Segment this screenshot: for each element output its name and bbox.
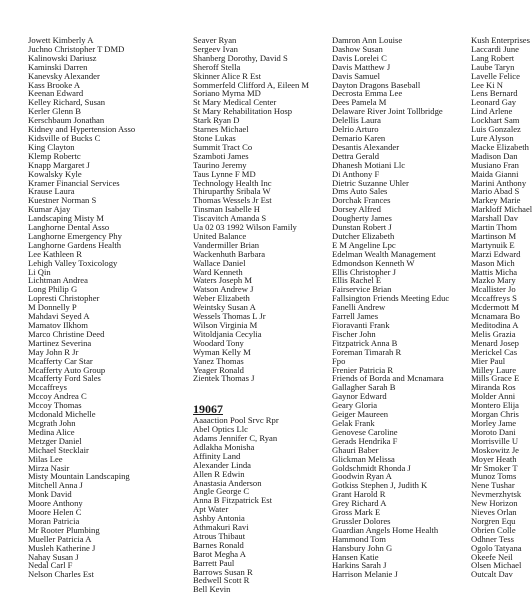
listing-entry: Lang Robert — [471, 52, 515, 63]
listing-entry: Athmakuri Ravi — [193, 522, 249, 533]
listing-entry: Dms Auto Sales — [332, 186, 388, 197]
listing-entry: Dorsey Alfred — [332, 204, 381, 215]
listing-entry: Affinity Land — [193, 450, 241, 461]
listing-entry: Langhorne Dental Asso — [28, 222, 110, 233]
listing-entry: Nahay Susan J — [28, 551, 79, 562]
listing-entry: Mueller Patricia A — [28, 533, 92, 544]
listing-entry: Soriano Myrna MD — [193, 88, 261, 99]
listing-entry: Montero Elija — [471, 400, 519, 411]
listing-entry: Obrien Colle — [471, 524, 516, 535]
listing-entry: Menard Josep — [471, 337, 519, 348]
listing-entry: Mr Rooter Plumbing — [28, 524, 100, 535]
listing-entry: Dutcher Elizabeth — [332, 230, 395, 241]
listing-entry: Bedwell Scott R — [193, 575, 250, 586]
listing-entry: Melis Grazia — [471, 328, 516, 339]
listing-entry: United Balance — [193, 230, 247, 241]
listing-entry: Moore Anthony — [28, 498, 83, 509]
listing-entry: Milas Lee — [28, 453, 63, 464]
listing-entry: Lockhart Sam — [471, 115, 520, 126]
listing-entry: Mier Paul — [471, 355, 506, 366]
listing-entry: Harrison Melanie J — [332, 569, 398, 580]
listing-entry: Tiscavitch Amanda S — [193, 213, 267, 224]
listing-entry: Weintsky Susan A — [193, 302, 256, 313]
listing-entry: Martynuik E — [471, 239, 515, 250]
listing-entry: Klemp Robertc — [28, 150, 81, 161]
listing-entry: Hammond Tom — [332, 533, 386, 544]
listing-entry: Atrous Thibaut — [193, 530, 246, 541]
listing-entry: Moyer Heath — [471, 453, 517, 464]
listing-entry: Vandermiller Brian — [193, 239, 260, 250]
listing-entry: Weber Elizabeth — [193, 293, 250, 304]
listing-entry: Dayton Dragons Baseball — [332, 79, 421, 90]
listing-entry — [193, 392, 325, 401]
listing-entry: M Donnelly P — [28, 302, 77, 313]
listing-entry: Dashow Susan — [332, 43, 383, 54]
listing-entry: Yanez Thomas — [193, 355, 244, 366]
listing-entry: Ghauri Baber — [332, 444, 379, 455]
listing-entry: Mcafferty Auto Group — [28, 364, 106, 375]
listing-entry: Ellis Rachel E — [332, 275, 382, 286]
listing-entry: Mcafferty Ford Sales — [28, 373, 101, 384]
listing-entry: Mcallister Jo — [471, 284, 516, 295]
listing-entry: Fanelli Andrew — [332, 302, 386, 313]
listing-entry: New Horizon — [471, 498, 518, 509]
listing-entry: Gelak Frank — [332, 417, 375, 428]
listing-entry: Medina Alice — [28, 426, 75, 437]
listing-entry: Szamboti James — [193, 150, 249, 161]
listing-entry: Seaver Ryan — [193, 35, 237, 45]
listing-entry: Apt Water — [193, 504, 229, 515]
listing-entry: Yeager Ronald — [193, 364, 244, 375]
listing-entry: Wallace Daniel — [193, 257, 246, 268]
listing-entry: Martinson M — [471, 230, 517, 241]
listing-entry: Hansbury John G — [332, 542, 393, 553]
listing-entry: Tinsman Isabelle H — [193, 204, 260, 215]
listing-entry: Dhanesh Motiani Llc — [332, 159, 406, 170]
listing-entry: Jowett Kimberly A — [28, 35, 94, 45]
listing-entry: Gotkiss Stephen J, Judith K — [332, 480, 428, 491]
listing-entry: Fallsington Friends Meeting Educ — [332, 293, 450, 304]
listing-entry: Madison Dan — [471, 150, 518, 161]
listing-entry: Mccoy Andrea C — [28, 391, 87, 402]
listing-entry: Michael Stecklair — [28, 444, 89, 455]
listing-entry: Marini Anthony — [471, 177, 527, 188]
listing-entry: Molder Anni — [471, 391, 516, 402]
listing-entry: Stone Lukas — [193, 132, 236, 143]
listing-entry: Leonard Gay — [471, 97, 517, 108]
listing-entry: Delrio Arturo — [332, 124, 379, 135]
listing-entry: Wyman Kelly M — [193, 346, 251, 357]
listing-entry: Thomas Wessels Jr Est — [193, 195, 272, 206]
listing-entry: Gaynor Edward — [332, 391, 387, 402]
listing-entry: Dougherty James — [332, 213, 392, 224]
listing-entry: Grant Harold R — [332, 489, 386, 500]
listing-entry: Landscaping Misty M — [28, 213, 104, 224]
listing-entry: Decrosta Emma Lee — [332, 88, 403, 99]
listing-entry: Kuestner Norman S — [28, 195, 97, 206]
listing-entry: Kush Enterprises — [471, 35, 530, 45]
listing-entry: St Mary Medical Center — [193, 97, 277, 108]
listing-entry: Markloff Michael — [471, 204, 532, 215]
listing-entry: Dettra Gerald — [332, 150, 380, 161]
listing-entry: Kowalsky Kyle — [28, 168, 82, 179]
listing-entry: Mitchell Anna J — [28, 480, 83, 491]
listing-entry: Munoz Toms — [471, 471, 517, 482]
listing-entry: Grussler Dolores — [332, 515, 391, 526]
listing-entry: Foreman Timarah R — [332, 346, 402, 357]
listing-entry: Alexander Linda — [193, 459, 251, 470]
listing-entry: Maida Gianni — [471, 168, 519, 179]
listing-entry: Sommerfeld Clifford A, Eileen M — [193, 79, 310, 90]
listing-entry: Kelley Richard, Susan — [28, 97, 106, 108]
listing-entry: Ogolo Tatyana — [471, 542, 522, 553]
listing-entry: Krause Laura — [28, 186, 75, 197]
listing-entry: Mario Abad S — [471, 186, 520, 197]
listing-entry: Monk David — [28, 489, 72, 500]
listing-entry: Morley Jame — [471, 417, 517, 428]
listing-entry: Geary Gloria — [332, 400, 378, 411]
listing-entry: Mazko Mary — [471, 275, 516, 286]
listing-entry: Morgan Chris — [471, 409, 519, 420]
listing-entry: Markey Marie — [471, 195, 521, 206]
listing-entry: Fischer John — [332, 328, 376, 339]
listing-entry: Technology Health Inc — [193, 177, 272, 188]
listing-entry: Lure Alyson — [471, 132, 514, 143]
listing-entry: Kalinowski Dariusz — [28, 52, 97, 63]
listing-entry: Juchno Christopher T DMD — [28, 43, 125, 54]
listing-entry: Barot Megha A — [193, 548, 246, 559]
listing-entry: Allen R Edwin — [193, 468, 245, 479]
listing-entry: Gallagher Sarah B — [332, 382, 396, 393]
listing-entry: Li Qin — [28, 266, 51, 277]
listing-entry: E M Angeline Lpc — [332, 239, 396, 250]
listing-entry: Odhner Tess — [471, 533, 514, 544]
listing-entry: Kerler Glenn B — [28, 106, 81, 117]
listing-entry: Kumar Ajay — [28, 204, 71, 215]
column-2 — [193, 36, 325, 594]
listing-entry: Mills Grace E — [471, 373, 520, 384]
listing-entry: Barnes Ronald — [193, 539, 244, 550]
listing-entry: Guardian Angels Home Health — [332, 524, 439, 535]
listing-entry: Wackenhuth Barbara — [193, 248, 266, 259]
listing-entry: May John R Jr — [28, 346, 79, 357]
listing-entry: Desantis Alexander — [332, 141, 400, 152]
listing-entry: Wilson Virginia M — [193, 320, 258, 330]
listing-entry: Knapp Margaret J — [28, 159, 90, 170]
listing-entry: Sheroff Stella — [193, 61, 241, 72]
listing-entry: Goodwin Ryan A — [332, 471, 392, 482]
listing-entry: Olsen Michael — [471, 560, 522, 571]
listing-entry: Genovese Caroline — [332, 426, 398, 437]
listing-entry: Nelson Charles Est — [28, 569, 94, 580]
listing-entry: Lee Ki N — [471, 79, 503, 90]
listing-entry: Kidney and Hypertension Asso — [28, 124, 136, 135]
listing-entry: Kidsville of Bucks C — [28, 132, 101, 143]
listing-entry: Di Anthony F — [332, 168, 380, 179]
listing-entry: Kanevsky Alexander — [28, 70, 100, 81]
listing-entry: Delaware River Joint Tollbridge — [332, 106, 443, 117]
column-1 — [28, 36, 178, 579]
listing-entry: Wessels Thomas L Jr — [193, 311, 266, 322]
listing-entry: Adams Jennifer C, Ryan — [193, 432, 278, 443]
column-4 — [471, 35, 532, 580]
listing-entry: Mason Mich — [471, 257, 515, 268]
listing-entry: Ua 02 03 1992 Wilson Family — [193, 222, 297, 233]
listing-entry: Starnes Michael — [193, 124, 249, 135]
listing-entry: Merickel Cas — [471, 346, 518, 357]
listing-entry: Watson Andrew J — [193, 284, 254, 295]
listing-entry: Shanberg Dorothy, David S — [193, 52, 288, 63]
listing-entry: Moroto Dani — [471, 426, 516, 437]
listing-entry: Mr Smoker T — [471, 462, 518, 473]
listing-entry: Moskowitz Je — [471, 444, 519, 455]
listing-entry: Hansen Katie — [332, 551, 379, 562]
listing-entry: Dorchak Frances — [332, 195, 391, 206]
listing-entry: Miranda Ros — [471, 382, 516, 393]
listing-entry: Farrell James — [332, 311, 379, 322]
listing-entry: Taurino Jeremy — [193, 159, 247, 170]
listing-entry: Norgren Equ — [471, 515, 516, 526]
listing-entry: Woodard Tony — [193, 337, 244, 348]
listing-entry: Barrett Paul — [193, 557, 235, 568]
listing-entry — [193, 383, 325, 392]
listing-entry: Waters Joseph M — [193, 275, 252, 286]
listing-entry: Grey Richard A — [332, 498, 387, 509]
listing-entry: Misty Mountain Landscaping — [28, 471, 130, 482]
listing-entry: Dietric Suzanne Uhler — [332, 177, 409, 188]
listing-entry: Lichtman Andrea — [28, 275, 88, 286]
listing-entry: Lehigh Valley Toxicology — [28, 257, 118, 268]
listing-entry: Laube Taryn — [471, 61, 515, 72]
listing-entry: Edmondson Kenneth W — [332, 257, 415, 268]
listing-entry: Martin Thom — [471, 222, 517, 233]
listing-entry: Marco Christine Deed — [28, 328, 105, 339]
listing-entry: Adlakha Monisha — [193, 441, 255, 452]
listing-entry: Aaaaction Pool Srvc Rpr — [193, 415, 279, 426]
listing-entry: Kramer Financial Services — [28, 177, 120, 188]
listing-entry: Dees Pamela M — [332, 97, 387, 108]
listing-entry: Taus Lynne F MD — [193, 168, 256, 179]
listing-entry: Mccaffreys — [28, 382, 67, 393]
listing-entry: Langhorne Gardens Health — [28, 239, 122, 250]
listing-entry: Kerschbaum Jonathan — [28, 115, 105, 126]
listing-entry: Lopresti Christopher — [28, 293, 100, 304]
listing-entry: Lens Bernard — [471, 88, 518, 99]
listing-entry: Fitzpatrick Anna B — [332, 337, 398, 348]
listing-entry: Glickman Melissa — [332, 453, 395, 464]
zip-code-heading: 19067 — [193, 402, 223, 417]
listing-entry: Langhorne Emergency Phy — [28, 230, 122, 241]
listing-entry: Nieves Orlan — [471, 507, 517, 518]
listing-entry: Mcafferty Car Star — [28, 355, 93, 366]
listing-entry: Zientek Thomas J — [193, 373, 255, 384]
listing-entry: Dunstan Robert J — [332, 222, 392, 233]
listing-entry: Mamatov Ilkhom — [28, 320, 88, 330]
listing-entry: Okeefe Neil — [471, 551, 513, 562]
listing-entry: Lavelle Felice — [471, 70, 520, 81]
listing-entry: Geiger Maureen — [332, 409, 389, 420]
listing-entry: Mattis Micha — [471, 266, 518, 277]
listing-entry: Luis Gonzalez — [471, 124, 521, 135]
listing-entry: Milley Laure — [471, 364, 517, 375]
listing-entry: Anna B Fitzpatrick Est — [193, 495, 273, 506]
listing-entry: Mcdermott M — [471, 302, 519, 313]
listing-entry: Stark Ryan D — [193, 115, 240, 126]
listing-entry: Laccardi June — [471, 43, 519, 54]
listing-entry: Nedal Carl F — [28, 560, 73, 571]
listing-entry: Abel Optics Llc — [193, 424, 248, 435]
listing-entry: Harkins Sarah J — [332, 560, 387, 571]
listing-entry: Friends of Borda and Mcnamara — [332, 373, 444, 384]
column-3 — [332, 36, 470, 579]
listing-entry: Long Philip G — [28, 284, 78, 295]
listing-entry: Davis Lorelei C — [332, 52, 387, 63]
listing-entry: Frenier Patricia R — [332, 364, 394, 375]
listing-entry: Ellis Christopher J — [332, 266, 396, 277]
listing-entry: King Clayton — [28, 141, 75, 152]
listing-entry: Marshall Dav — [471, 213, 519, 224]
listing-entry: Lind Arlene — [471, 106, 513, 117]
listing-entry: Sergeev Ivan — [193, 43, 238, 54]
listing-entry: Musleh Katherine J — [28, 542, 96, 553]
listing-entry: Demario Karen — [332, 132, 386, 143]
listing-entry: Keenan Edward — [28, 88, 84, 99]
listing-entry: Gross Mark E — [332, 507, 381, 518]
listing-entry: Summit Tract Co — [193, 141, 253, 152]
listing-entry: Mccaffreys S — [471, 293, 517, 304]
listing-entry: Anastasia Anderson — [193, 477, 262, 488]
listing-entry: Martinez Severina — [28, 337, 92, 348]
listing-entry: Goldschmidt Rhonda J — [332, 462, 411, 473]
listing-entry: Musiano Fran — [471, 159, 519, 170]
listing-entry: Fairservice Brian — [332, 284, 392, 295]
listing-entry: Bell Kevin — [193, 584, 231, 594]
listing-entry: Lee Kathleen R — [28, 248, 82, 259]
listing-entry: Kaminski Darren — [28, 61, 88, 72]
listing-entry: Kass Brooke A — [28, 79, 81, 90]
listing-entry: Ward Kenneth — [193, 266, 243, 277]
listing-entry: Edelman Wealth Management — [332, 248, 436, 259]
listing-entry: Mirza Nasir — [28, 462, 70, 473]
listing-entry: Metzger Daniel — [28, 435, 82, 446]
listing-entry: Fpo — [332, 355, 346, 366]
listing-entry: Mcgrath John — [28, 417, 76, 428]
listing-entry: St Mary Rehabilitation Hosp — [193, 106, 293, 117]
listing-entry: Macke Elizabeth — [471, 141, 529, 152]
listing-entry: Davis Samuel — [332, 70, 380, 81]
listing-entry: Gerads Hendrika F — [332, 435, 398, 446]
listing-entry: Delellis Laura — [332, 115, 381, 126]
listing-entry: Nene Tushar — [471, 480, 515, 491]
listing-entry: Mccoy Thomas — [28, 400, 82, 411]
listing-entry: Marzi Edward — [471, 248, 521, 259]
listing-entry: Meditodina A — [471, 320, 519, 330]
listing-entry: Mcdonald Michelle — [28, 409, 96, 420]
listing-entry: Outcalt Dav — [471, 569, 513, 580]
listing-entry: Nevmerzhytsk — [471, 489, 522, 500]
listing-entry: Skinner Alice R Est — [193, 70, 262, 81]
listing-entry: Ashby Antonia — [193, 513, 245, 524]
listing-entry: Morrisville U — [471, 435, 519, 446]
listing-entry: Mahdavi Seyed A — [28, 311, 90, 322]
listing-entry: Thiruparthy Sribala W — [193, 186, 271, 197]
listing-entry: Moran Patricia — [28, 515, 80, 526]
listing-entry: Moore Helen C — [28, 507, 82, 518]
listing-entry: Witoldjania Cecylia — [193, 328, 262, 339]
listing-entry: Angle George C — [193, 486, 250, 497]
listing-entry: Fioravanti Frank — [332, 320, 390, 330]
listing-entry: Damron Ann Louise — [332, 35, 403, 45]
listing-entry: Barrows Susan R — [193, 566, 253, 577]
listing-entry: Mcnamara Bo — [471, 311, 520, 322]
listing-entry: Davis Matthew J — [332, 61, 391, 72]
